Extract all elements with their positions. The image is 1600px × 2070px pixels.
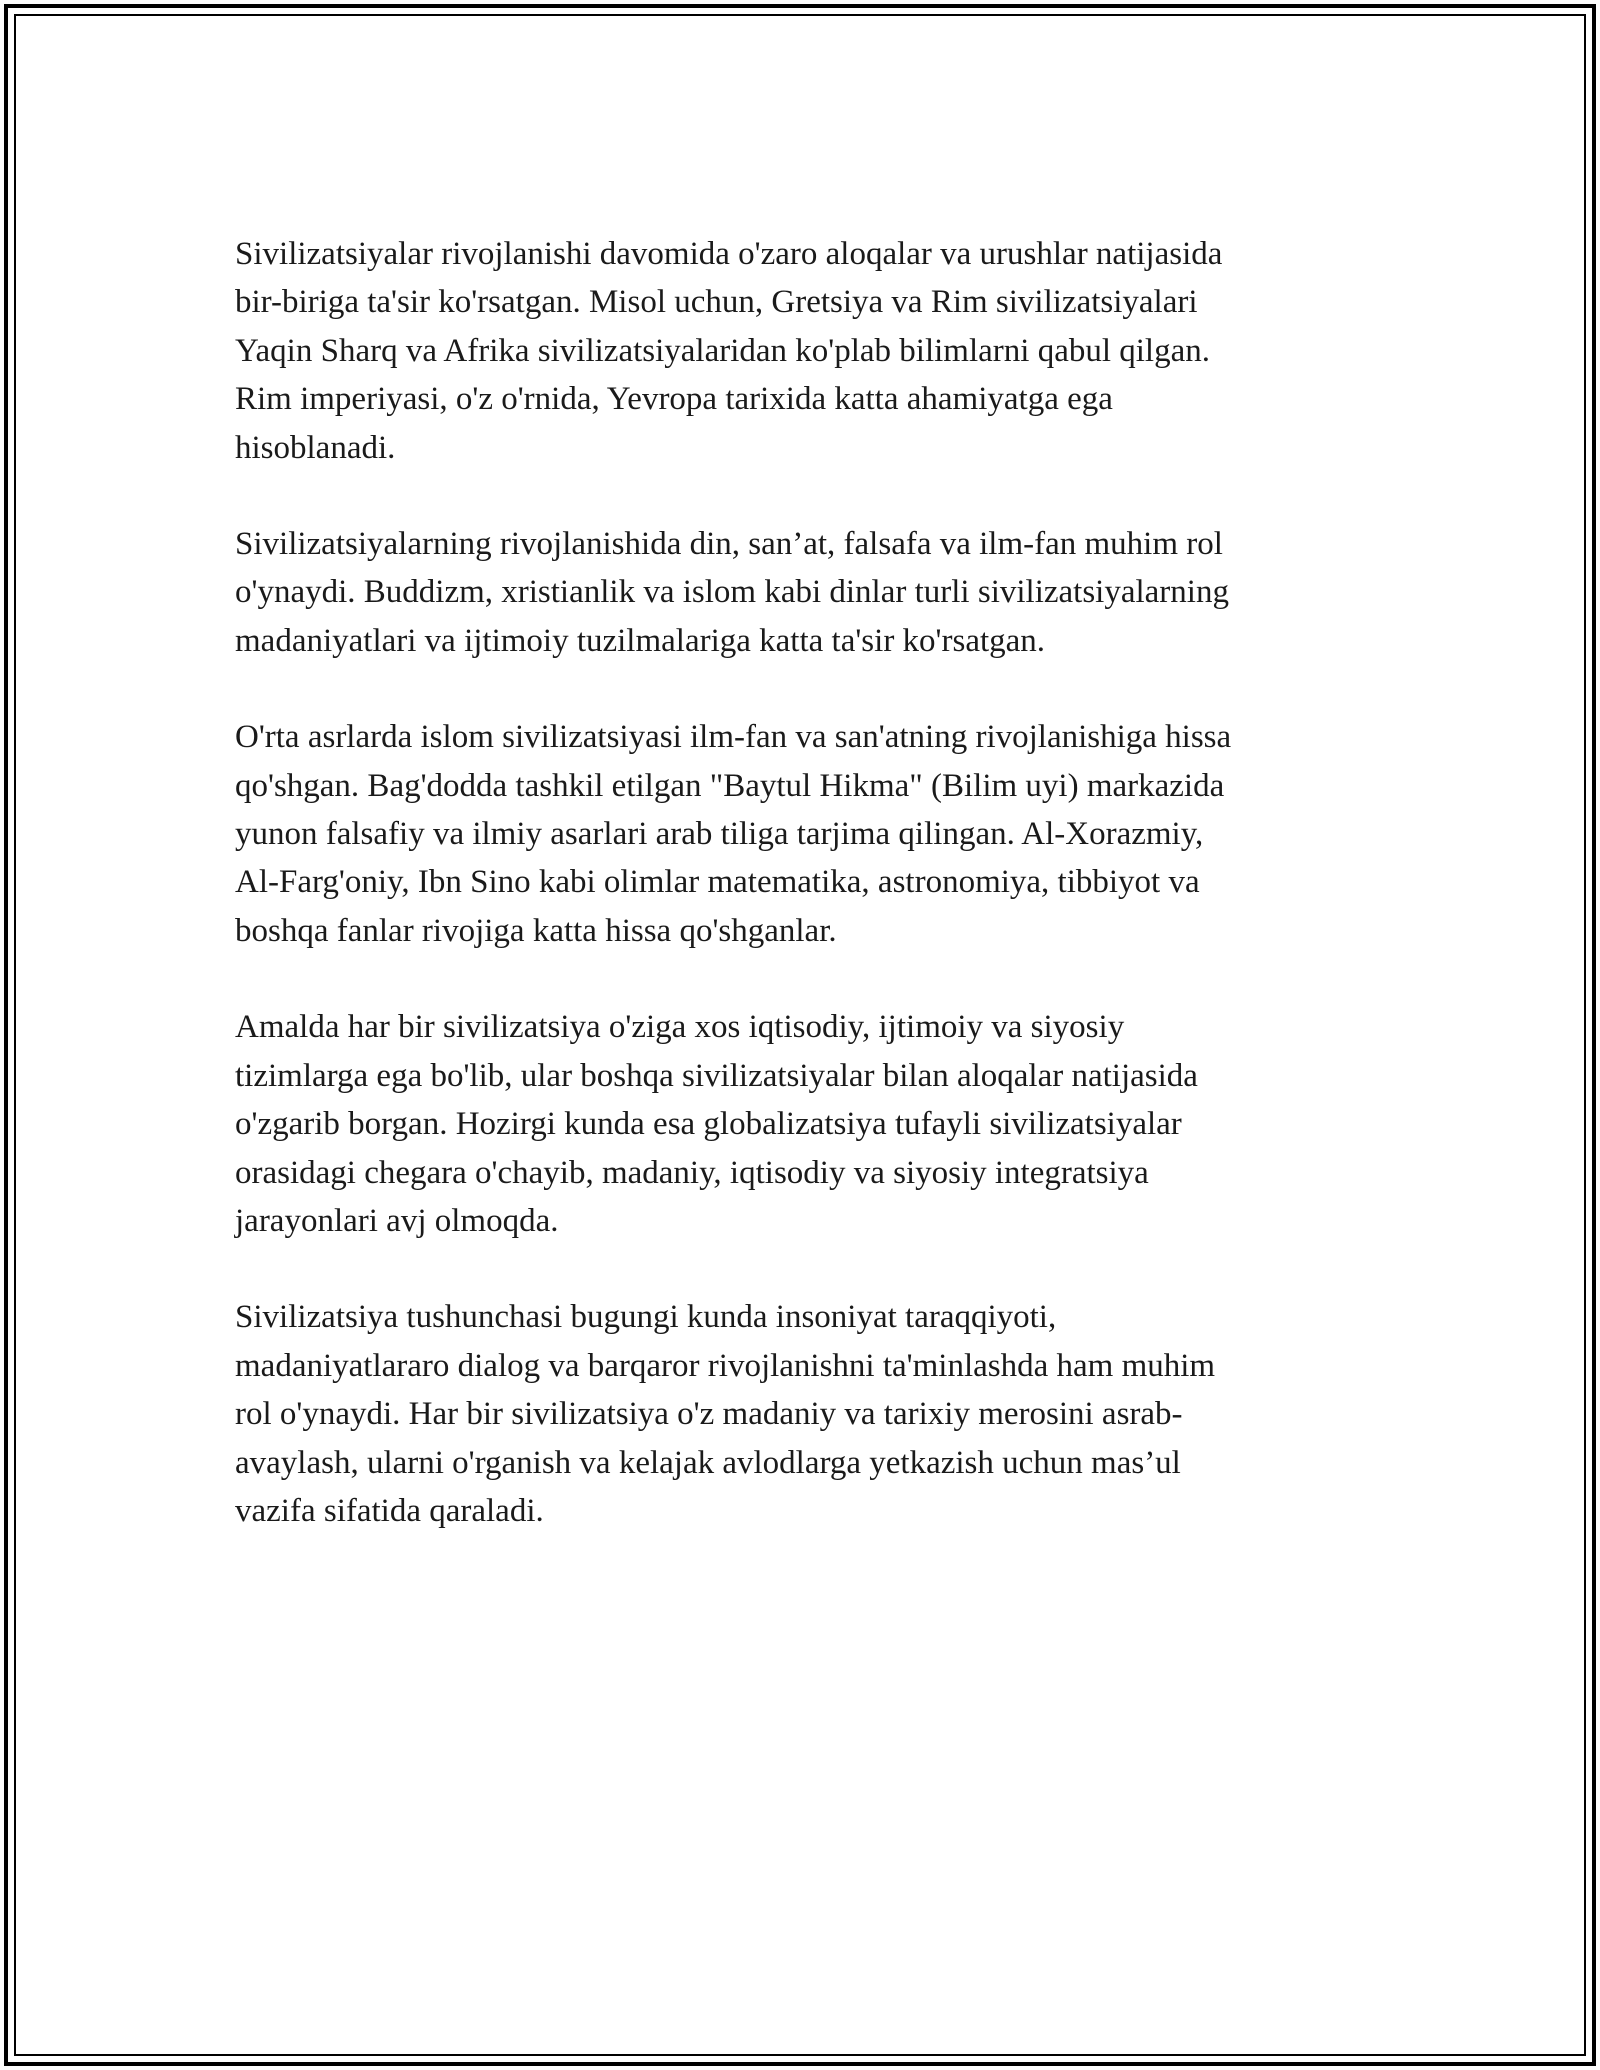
- text-line: tizimlarga ega bo'lib, ular boshqa sivilizatsiyalar bilan aloqalar natijasida: [235, 1057, 1198, 1094]
- paragraph-3: [235, 713, 1365, 955]
- text-line: boshqa fanlar rivojiga katta hissa qo'shganlar.: [235, 912, 837, 949]
- text-line: o'zgarib borgan. Hozirgi kunda esa globalizatsiya tufayli sivilizatsiyalar: [235, 1106, 1182, 1143]
- text-line: rol o'ynaydi. Har bir sivilizatsiya o'z madaniy va tarixiy merosini asrab-: [235, 1396, 1183, 1433]
- text-line: o'ynaydi. Buddizm, xristianlik va islom kabi dinlar turli sivilizatsiyalarning: [235, 574, 1229, 611]
- text-line: Rim imperiyasi, o'z o'rnida, Yevropa tarixida katta ahamiyatga ega: [235, 381, 1113, 418]
- text-line: hisoblanadi.: [235, 429, 396, 466]
- paragraph-2: [235, 520, 1365, 665]
- text-line: Sivilizatsiyalarning rivojlanishida din, san’at, falsafa va ilm-fan muhim rol: [235, 526, 1223, 563]
- text-line: O'rta asrlarda islom sivilizatsiyasi ilm-fan va san'atning rivojlanishiga hissa: [235, 719, 1232, 756]
- text-line: Amalda har bir sivilizatsiya o'ziga xos iqtisodiy, ijtimoiy va siyosiy: [235, 1009, 1125, 1046]
- text-line: Al-Farg'oniy, Ibn Sino kabi olimlar matematika, astronomiya, tibbiyot va: [235, 864, 1200, 901]
- paragraph-4: [235, 1003, 1365, 1245]
- text-line: yunon falsafiy va ilmiy asarlari arab tiliga tarjima qilingan. Al-Xorazmiy,: [235, 816, 1204, 853]
- text-line: avaylash, ularni o'rganish va kelajak avlodlarga yetkazish uchun mas’ul: [235, 1444, 1181, 1481]
- document-body: [235, 230, 1365, 1583]
- paragraph-1: [235, 230, 1365, 472]
- text-line: Sivilizatsiya tushunchasi bugungi kunda insoniyat taraqqiyoti,: [235, 1299, 1057, 1336]
- text-line: bir-biriga ta'sir ko'rsatgan. Misol uchun, Gretsiya va Rim sivilizatsiyalari: [235, 284, 1198, 321]
- text-line: Sivilizatsiyalar rivojlanishi davomida o'zaro aloqalar va urushlar natijasida: [235, 236, 1223, 272]
- text-line: madaniyatlararo dialog va barqaror rivojlanishni ta'minlashda ham muhim: [235, 1347, 1216, 1384]
- text-line: jarayonlari avj olmoqda.: [235, 1202, 559, 1239]
- text-line: qo'shgan. Bag'dodda tashkil etilgan "Baytul Hikma" (Bilim uyi) markazida: [235, 767, 1225, 804]
- text-line: vazifa sifatida qaraladi.: [235, 1492, 544, 1529]
- text-line: Yaqin Sharq va Afrika sivilizatsiyalaridan ko'plab bilimlarni qabul qilgan.: [235, 332, 1210, 369]
- text-line: orasidagi chegara o'chayib, madaniy, iqtisodiy va siyosiy integratsiya: [235, 1154, 1149, 1191]
- paragraph-5: [235, 1293, 1365, 1535]
- text-line: madaniyatlari va ijtimoiy tuzilmalariga katta ta'sir ko'rsatgan.: [235, 622, 1046, 659]
